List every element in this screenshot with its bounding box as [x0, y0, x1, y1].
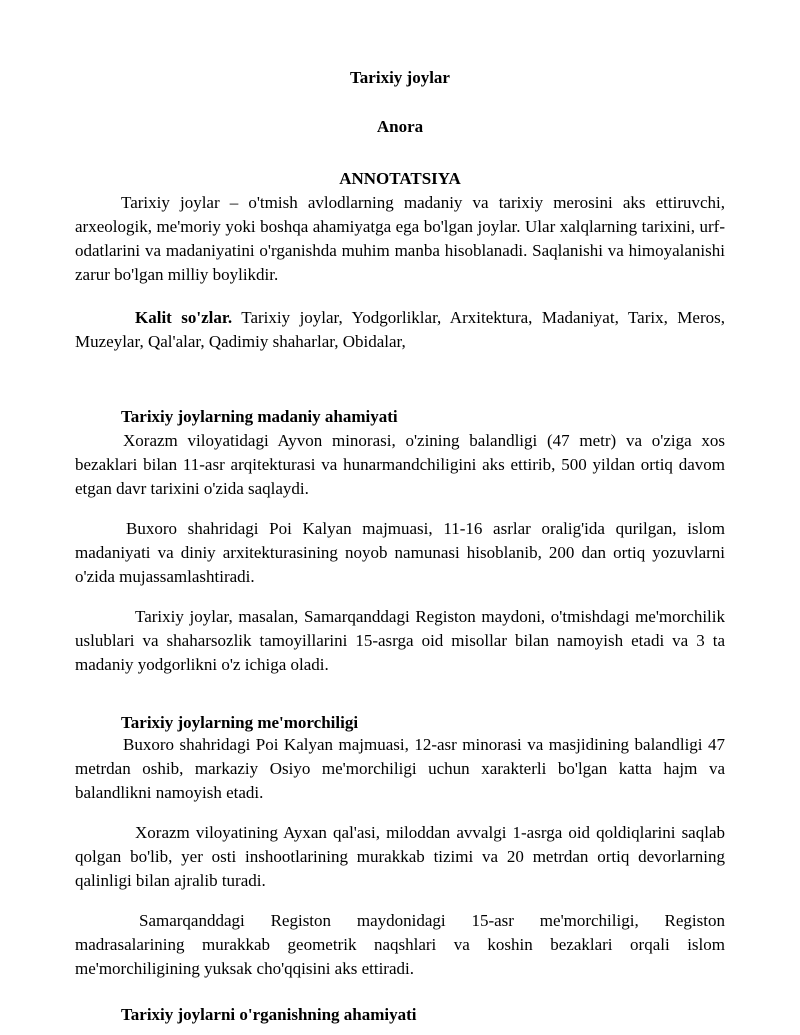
- section-paragraph: Buxoro shahridagi Poi Kalyan majmuasi, 11-16 asrlar oralig'ida qurilgan, islom madaniyati va diniy arxitekturasining noyob namunasi hisoblanib, 200 dan ortiq yozuvlarni o'zida mujassamlashtiradi.: [75, 519, 725, 586]
- section-heading: Tarixiy joylarning madaniy ahamiyati: [121, 407, 398, 426]
- section-paragraph: Xorazm viloyatining Ayxan qal'asi, miloddan avvalgi 1-asrga oid qoldiqlarini saqlab qolgan bo'lib, yer osti inshootlarining murakkab tizimi va 20 metrdan ortiq devorlarning qalinligi bilan ajralib turadi.: [75, 823, 725, 890]
- section-heading: Tarixiy joylarni o'rganishning ahamiyati: [121, 1005, 417, 1024]
- section-paragraph: Samarqanddagi Registon maydonidagi 15-asr me'morchiligi, Registon madrasalarining murakkab geometrik naqshlari va koshin bezaklari orqali islom me'morchiligining yuksak cho'qqisini aks ettiradi.: [75, 911, 725, 978]
- keywords-paragraph: [75, 306, 725, 354]
- document-title: Tarixiy joylar: [350, 68, 450, 87]
- section-paragraph: Tarixiy joylar, masalan, Samarqanddagi Registon maydoni, o'tmishdagi me'morchilik uslublari va shaharsozlik tamoyillarini 15-asrga oid misollar bilan namoyish etadi va 3 ta madaniy yodgorlikni o'z ichiga oladi.: [75, 607, 725, 674]
- section-heading: Tarixiy joylarning me'morchiligi: [121, 713, 359, 732]
- annotation-heading: ANNOTATSIYA: [339, 169, 461, 188]
- section-paragraph: Buxoro shahridagi Poi Kalyan majmuasi, 12-asr minorasi va masjidining balandligi 47 metrdan oshib, markaziy Osiyo me'morchiligi uchun xarakterli bo'lgan katta hajm va balandlikni namoyish etadi.: [75, 735, 725, 802]
- keywords-text: Tarixiy joylar, Yodgorliklar, Arxitektura, Madaniyat, Tarix, Meros, Muzeylar, Qal'alar, Qadimiy shaharlar, Obidalar,: [75, 308, 725, 351]
- section-paragraph: Xorazm viloyatidagi Ayvon minorasi, o'zining balandligi (47 metr) va o'ziga xos bezaklari bilan 11-asr arqitekturasi va hunarmandchiligini aks ettirib, 500 yildan ortiq davom etgan davr tarixini o'zida saqlaydi.: [75, 431, 725, 498]
- annotation-paragraph: Tarixiy joylar – o'tmish avlodlarning madaniy va tarixiy merosini aks ettiruvchi, arxeologik, me'moriy yoki boshqa ahamiyatga ega bo'lgan joylar. Ular xalqlarning tarixini, urf-odatlarini va madaniyatini o'rganishda muhim manba hisoblanadi. Saqlanishi va himoyalanishi zarur bo'lgan milliy boylikdir.: [75, 193, 725, 284]
- document-author: Anora: [376, 117, 424, 136]
- keywords-label: Kalit so'zlar.: [135, 308, 233, 327]
